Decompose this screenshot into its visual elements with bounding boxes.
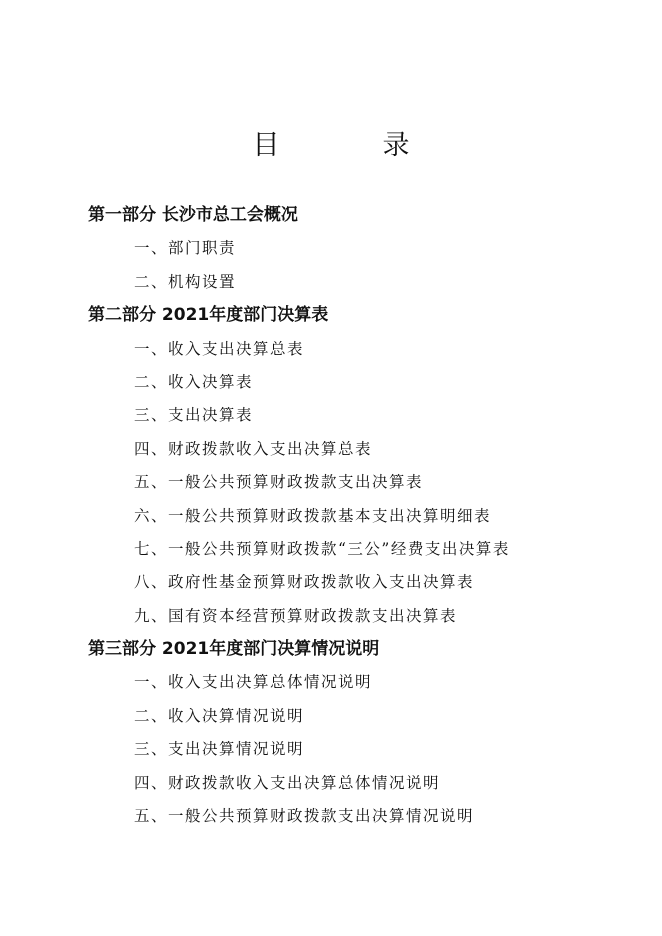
toc-item: 四、财政拨款收入支出决算总表	[134, 439, 373, 458]
toc-item: 四、财政拨款收入支出决算总体情况说明	[134, 773, 441, 792]
section-heading-3: 第三部分 2021年度部门决算情况说明	[88, 639, 380, 660]
toc-item: 一、收入支出决算总表	[134, 339, 305, 358]
table-of-contents	[0, 199, 662, 833]
toc-item: 三、支出决算情况说明	[134, 740, 305, 759]
toc-item: 九、国有资本经营预算财政拨款支出决算表	[134, 606, 458, 625]
toc-item: 六、一般公共预算财政拨款基本支出决算明细表	[134, 506, 492, 525]
toc-item: 一、部门职责	[134, 239, 237, 258]
toc-item: 三、支出决算表	[134, 406, 254, 425]
toc-item: 八、政府性基金预算财政拨款收入支出决算表	[134, 573, 475, 592]
toc-item: 五、一般公共预算财政拨款支出决算表	[134, 473, 424, 492]
section-heading-1: 第一部分 长沙市总工会概况	[88, 205, 298, 225]
toc-item: 二、收入决算情况说明	[134, 706, 305, 725]
toc-item: 二、收入决算表	[134, 372, 254, 391]
toc-item: 二、机构设置	[134, 272, 237, 291]
section-heading-2: 第二部分 2021年度部门决算表	[88, 305, 329, 326]
toc-item: 五、一般公共预算财政拨款支出决算情况说明	[134, 807, 475, 826]
toc-item: 七、一般公共预算财政拨款“三公”经费支出决算表	[134, 539, 510, 558]
toc-title: 目 录	[252, 130, 448, 161]
toc-item: 一、收入支出决算总体情况说明	[134, 673, 373, 692]
